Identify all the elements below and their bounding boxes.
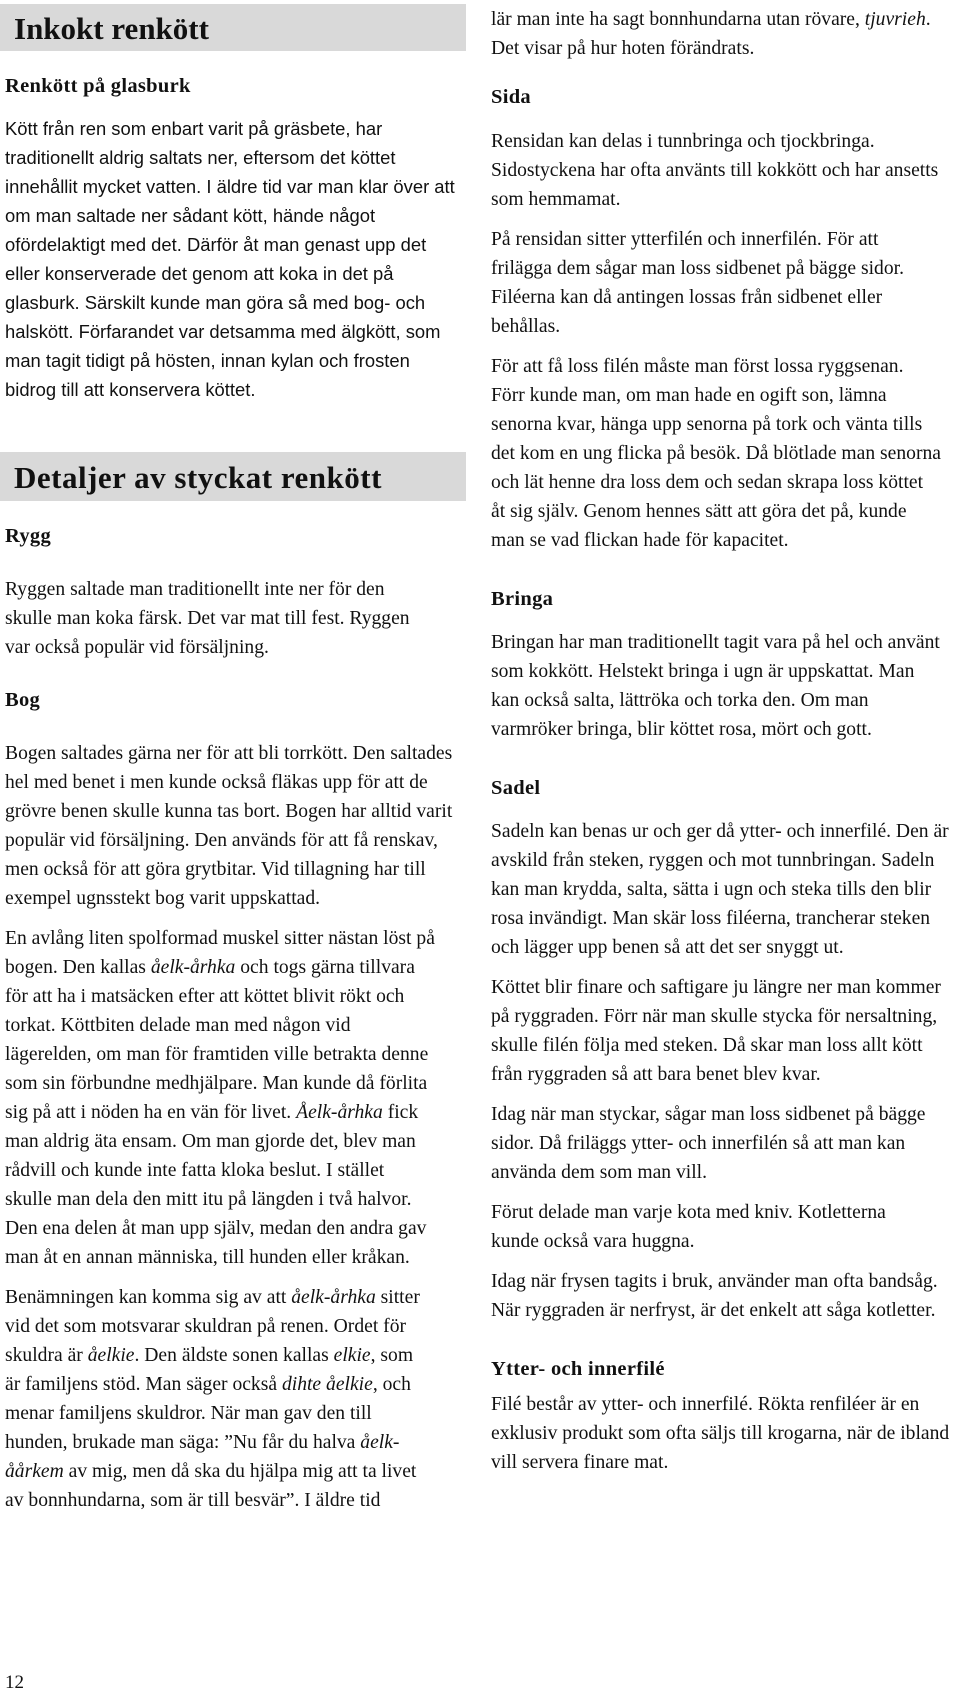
bog-paragraph-1: Bogen saltades gärna ner för att bli torrkött. Den saltades hel med benet i men kunde också fläkas upp för att de grövre benen skulle kunna tas bort. Bogen har alltid varit populär vid försäljning. Den används för att få renskav, men också för att göra grytbitar. Vid tillagning har till exempel ugnsstekt bog varit uppskattad. (5, 743, 453, 909)
glasburk-paragraph: Kött från ren som enbart varit på gräsbete, har traditionellt aldrig saltats ner, eftersom det köttet innehållit mycket vatten. I äldre tid var man klar över att om man saltade ner sådant kött, hände något ofördelaktigt med det. Därför åt man genast upp det eller konserverade det genom att koka in det på glasburk. Särskilt kunde man göra så med bog- och halskött. Förfarandet var detsamma med älgkött, som man tagit tidigt på hösten, innan kylan och frosten bidrog till att konservera köttet. (5, 118, 455, 400)
sadel-paragraph-1: Sadeln kan benas ur och ger då ytter- och innerfilé. Den är avskild från steken, ryggen och mot tunnbringan. Sadeln kan man krydda, salta, sätta i ugn och steka tills den blir rosa invändigt. Man skär loss filéerna, trancherar steken och lägger upp benen så att det ser snyggt ut. (491, 821, 949, 958)
section-heading-bog: Bog (5, 689, 41, 711)
page-title: Inkokt renkött (0, 4, 466, 51)
page-number: 12 (5, 1672, 24, 1693)
bog-paragraph-3: Benämningen kan komma sig av att åelk-århka sitter vid det som motsvarar skuldran på renen. Ordet för skuldra är åelkie. Den äldste sonen kallas elkie, som är familjens stöd. Man säger också dihte åelkie, och menar familjens skuldror. När man gav den till hunden, brukade man säga: ”Nu får du halva åelk-åårkem av mig, men då ska du hjälpa mig att ta livet av bonnhundarna, som är till besvär”. I äldre tid (5, 1287, 420, 1511)
sadel-paragraph-2: Köttet blir finare och saftigare ju längre ner man kommer på ryggraden. Förr när man skulle stycka för nersaltning, skulle filén följa med steken. Då skar man loss allt kött från ryggraden så att bara benet blev kvar. (491, 977, 941, 1085)
bog-paragraph-3-continued-text: lär man inte ha sagt bonnhundarna utan rövare, (491, 9, 865, 30)
section-heading-rygg: Rygg (5, 525, 52, 547)
section-heading-ytter-innerfile: Ytter- och innerfilé (491, 1358, 665, 1380)
section-heading-sida: Sida (491, 86, 531, 108)
section-heading-sadel: Sadel (491, 777, 541, 799)
left-column (0, 0, 466, 1515)
sida-paragraph-2: På rensidan sitter ytterfilén och innerfilén. För att frilägga dem sågar man loss sidbenet på bägge sidor. Filéerna kan då antingen lossas från sidbenet eller behållas. (491, 229, 904, 337)
section-heading-glasburk: Renkött på glasburk (5, 75, 191, 97)
bog-paragraph-3-ending: . Det visar på hur hoten förändrats. (491, 9, 931, 59)
bog-paragraph-3-continued (491, 5, 941, 63)
rygg-paragraph: Ryggen saltade man traditionellt inte ner för den skulle man koka färsk. Det var mat till fest. Ryggen var också populär vid försäljning. (5, 579, 410, 658)
ytter-innerfile-paragraph: Filé består av ytter- och innerfilé. Rökta renfiléer är en exklusiv produkt som ofta säljs till krogarna, när de ibland vill servera finare mat. (491, 1394, 950, 1473)
section-title-detaljer: Detaljer av styckat renkött (0, 452, 466, 501)
sadel-paragraph-5: Idag när frysen tagits i bruk, använder man ofta bandsåg. När ryggraden är nerfryst, är det enkelt att såga kotletter. (491, 1271, 938, 1321)
sadel-paragraph-3: Idag när man styckar, sågar man loss sidbenet på bägge sidor. Då friläggs ytter- och innerfilén så att man kan använda dem som man vill. (491, 1104, 926, 1183)
bringa-paragraph: Bringan har man traditionellt tagit vara på hel och använt som kokkött. Helstekt bringa i ugn är uppskattat. Man kan också salta, lättröka och torka den. Om man varmröker bringa, blir köttet rosa, mört och gott. (491, 632, 940, 740)
sida-paragraph-1: Rensidan kan delas i tunnbringa och tjockbringa. Sidostyckena har ofta använts till kokkött och har ansetts som hemmamat. (491, 131, 939, 210)
sida-paragraph-3: För att få loss filén måste man först lossa ryggsenan. Förr kunde man, om man hade en ogift son, lämna senorna kvar, hänga upp senorna på tork och vänta tills det kom en ung flicka på besök. Då blötlade man senorna och lät henne dra loss dem och sedan skrapa loss köttet åt sig själv. Genom hennes sätt att göra det på, kunde man se vad flickan hade för kapacitet. (491, 356, 941, 551)
term-tjuvrieh: tjuvrieh (864, 9, 926, 30)
bog-paragraph-2: En avlång liten spolformad muskel sitter nästan löst på bogen. Den kallas åelk-århka och togs gärna tillvara för att ha i matsäcken efter att köttet blivit rökt och torkat. Köttbiten delade man med någon vid lägerelden, om man för framtiden ville betrakta denne som sin förbundne medhjälpare. Man kunde då förlita sig på att i nöden ha en vän för livet. Åelk-århka fick man aldrig äta ensam. Om man gjorde det, blev man rådvill och kunde inte fatta kloka beslut. I stället skulle man dela den mitt itu på längden i två halvor. Den ena delen åt man upp själv, medan den andra gav man åt en annan människa, till hunden eller kråkan. (5, 928, 435, 1268)
section-heading-bringa: Bringa (491, 588, 554, 610)
right-column (491, 0, 960, 1477)
sadel-paragraph-4: Förut delade man varje kota med kniv. Kotletterna kunde också vara huggna. (491, 1202, 886, 1252)
